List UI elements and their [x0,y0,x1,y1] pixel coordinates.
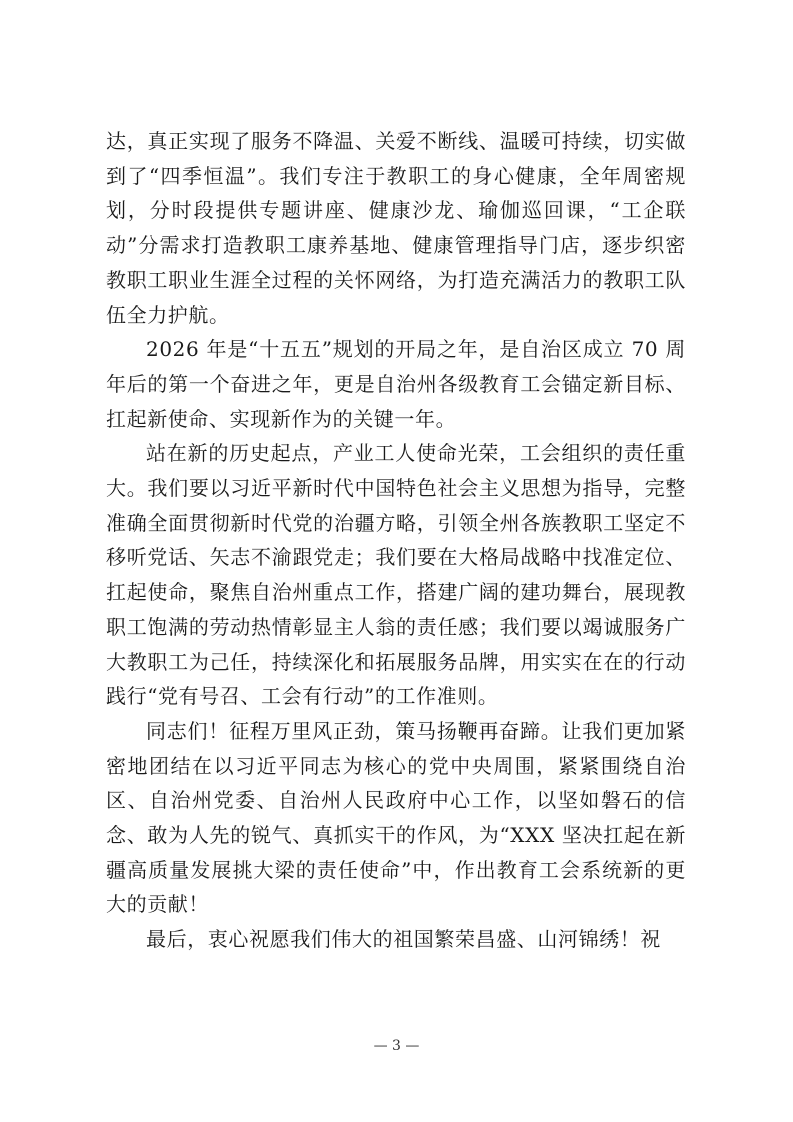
paragraph-4: 同志们！征程万里风正劲，策马扬鞭再奋蹄。让我们更加紧密地团结在以习近平同志为核心的党中央周围，紧紧围绕自治区、自治州党委、自治州人民政府中心工作，以坚如磐石的信念、敢为人先的锐气、真抓实干的作风，为“XXX 坚决扛起在新疆高质量发展挑大梁的责任使命”中，作出教育工会系统新的更大的贡献！ [106,718,686,917]
paragraph-1: 达，真正实现了服务不降温、关爱不断线、温暖可持续，切实做到了“四季恒温”。我们专注于教职工的身心健康，全年周密规划，分时段提供专题讲座、健康沙龙、瑜伽巡回课，“工企联动”分需求打造教职工康养基地、健康管理指导门店，逐步织密教职工职业生涯全过程的关怀网络，为打造充满活力的教职工队伍全力护航。 [106,129,686,327]
page-number: — 3 — [373,1038,420,1054]
document-body [106,124,686,957]
paragraph-5: 最后，衷心祝愿我们伟大的祖国繁荣昌盛、山河锦绣！祝 [146,927,661,952]
paragraph-3: 站在新的历史起点，产业工人使命光荣，工会组织的责任重大。我们要以习近平新时代中国特色社会主义思想为指导，完整准确全面贯彻新时代党的治疆方略，引领全州各族教职工坚定不移听党话、矢志不渝跟党走；我们要在大格局战略中找准定位、扛起使命，聚焦自治州重点工作，搭建广阔的建功舞台，展现教职工饱满的劳动热情彰显主人翁的责任感；我们要以竭诚服务广大教职工为己任，持续深化和拓展服务品牌，用实实在在的行动践行“党有号召、工会有行动”的工作准则。 [106,441,686,709]
paragraph-2: 2026 年是“十五五”规划的开局之年，是自治区成立 70 周年后的第一个奋进之年，更是自治州各级教育工会锚定新目标、扛起新使命、实现新作为的关键一年。 [106,337,686,431]
